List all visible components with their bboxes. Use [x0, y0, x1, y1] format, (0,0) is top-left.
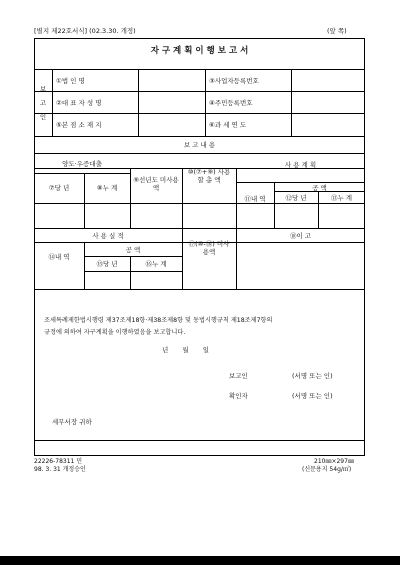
rule — [130, 168, 131, 228]
rule — [34, 136, 365, 137]
resident-reg-field[interactable] — [295, 99, 361, 107]
head-office-label: ⑤본 점 소 재 지 — [56, 121, 102, 129]
representative-label: ②대 표 자 성 명 — [56, 99, 102, 107]
actual-detail: ⑭내 역 — [48, 253, 70, 261]
recipient: 세무서장 귀하 — [52, 418, 92, 426]
remarks-header: ⑱이 고 — [289, 232, 312, 240]
confirmer-signature[interactable]: (서명 또는 인) — [292, 392, 333, 400]
plan-detail: ⑪내 역 — [244, 195, 266, 203]
rule — [34, 289, 365, 290]
rule — [34, 91, 365, 92]
form-reference: [별지 제22호서식] (02.3.30. 개정) — [34, 27, 136, 35]
reporter-group-label: 보 고 인 — [39, 85, 47, 121]
plan-amount: 공 액 — [312, 184, 327, 192]
unused-amount: ⑰(⑩-⑯) 미사용액 — [188, 240, 230, 256]
resident-reg-label: ④주민등록번호 — [209, 99, 253, 107]
business-reg-label: ③사업자등록번호 — [209, 77, 259, 85]
rule — [84, 271, 182, 272]
form-title: 자 구 계 획 이 행 보 고 서 — [150, 46, 249, 56]
col-usable-total: ⑩(⑦+⑨) 사용할 총 액 — [187, 168, 231, 184]
corp-name-label: ①법 인 명 — [56, 77, 85, 85]
rule — [84, 256, 182, 257]
plan-current-year: ⑫당 년 — [285, 194, 307, 202]
paper-size: 210㎜×297㎜ — [314, 458, 354, 465]
rule — [84, 173, 85, 228]
tax-year-label: ⑥과 세 연 도 — [209, 121, 247, 129]
rule — [34, 228, 365, 229]
actual-cumulative: ⑯누 계 — [145, 260, 167, 268]
plan-cumulative: ⑬누 계 — [330, 194, 353, 202]
business-reg-field[interactable] — [295, 77, 361, 85]
plan-header: 사 용 계 획 — [284, 161, 317, 169]
rule — [52, 69, 53, 136]
declaration-line-1: 조세특례제한법시행령 제37조제18항·제38조제8항 및 동법시행규칙 제18조제7항의 — [44, 317, 273, 324]
form-code: 22226-78311 민 — [34, 458, 83, 465]
rule — [34, 113, 365, 114]
rule — [236, 182, 365, 183]
head-office-field[interactable] — [142, 121, 202, 129]
col-cumulative: ⑧누 계 — [96, 184, 118, 192]
rule — [34, 153, 365, 154]
representative-field[interactable] — [142, 99, 202, 107]
tax-year-field[interactable] — [295, 121, 361, 129]
rule — [291, 69, 292, 136]
rule — [34, 69, 365, 70]
rule — [205, 69, 206, 136]
transfer-header: 양도·우증대출 — [62, 160, 102, 168]
report-date: 년 월 일 — [162, 346, 209, 354]
rule — [34, 173, 130, 174]
paper-type: (신문용지 54g/㎡) — [302, 466, 352, 473]
rule — [34, 440, 365, 441]
actual-current-year: ⑮당 년 — [96, 260, 118, 268]
page-side-label: (앞 쪽) — [327, 27, 347, 35]
col-current-year: ⑦당 년 — [48, 184, 70, 192]
col-prior-unused: ⑨선년도 미사용액 — [133, 176, 179, 192]
reporter-signature[interactable]: (서명 또는 인) — [292, 372, 333, 380]
corp-name-field[interactable] — [142, 77, 202, 85]
confirmer-label: 확인자 — [229, 392, 248, 400]
reporter-label: 보고인 — [229, 372, 248, 380]
rule — [182, 228, 183, 289]
actual-amount: 공 액 — [125, 246, 141, 254]
report-heading: 보 고 내 용 — [183, 141, 216, 149]
rule — [138, 69, 139, 136]
approval-note: 98. 3. 31 개정승인 — [34, 466, 86, 473]
bottom-bar — [0, 556, 400, 565]
actual-header: 사 용 실 적 — [92, 232, 124, 240]
declaration-line-2: 규정에 의하여 자구계획을 이행하였음을 보고합니다. — [44, 329, 186, 336]
rule — [182, 168, 183, 228]
